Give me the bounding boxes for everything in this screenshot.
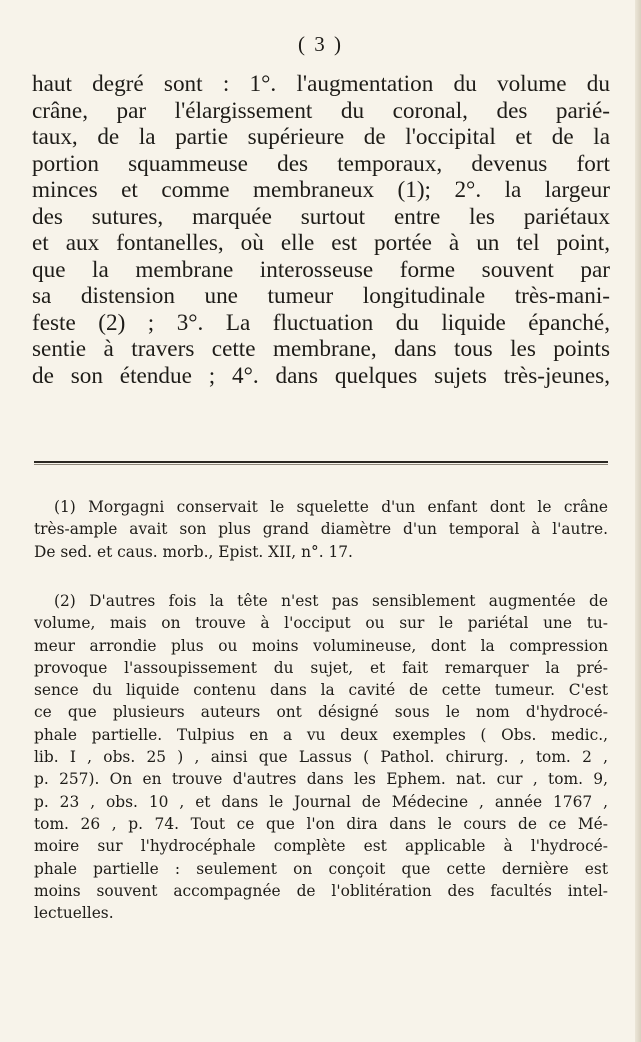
footnote-line: meur arrondie plus ou moins volumineuse, dont la compression bbox=[34, 636, 608, 655]
main-text-block bbox=[32, 71, 610, 389]
main-text-line: minces et comme membraneux (1); 2°. la largeur bbox=[32, 177, 610, 203]
footnote-line: (1) Morgagni conservait le squelette d'un enfant dont le crâne bbox=[54, 498, 608, 516]
footnote-2 bbox=[34, 590, 608, 924]
footnote-line: p. 257). On en trouve d'autres dans les Ephem. nat. cur , tom. 9, bbox=[34, 770, 608, 789]
footnote-line: lib. I , obs. 25 ) , ainsi que Lassus ( Pathol. chirurg. , tom. 2 , bbox=[34, 748, 608, 767]
main-text-line: que la membrane interosseuse forme souvent par bbox=[32, 256, 610, 283]
main-text-line: de son étendue ; 4°. dans quelques sujets très-jeunes, bbox=[32, 362, 610, 389]
main-text-line: et aux fontanelles, où elle est portée à un tel point, bbox=[32, 230, 610, 256]
main-text-line: feste (2) ; 3°. La fluctuation du liquide épanché, bbox=[32, 309, 610, 336]
main-text-line: portion squammeuse des temporaux, devenus fort bbox=[32, 150, 610, 177]
footnote-line: (2) D'autres fois la tête n'est pas sensiblement augmentée de bbox=[54, 592, 608, 610]
main-text-line: crâne, par l'élargissement du coronal, des parié- bbox=[32, 97, 610, 124]
footnote-line: lectuelles. bbox=[34, 904, 114, 923]
footnote-line: moire sur l'hydrocéphale complète est applicable à l'hydrocé- bbox=[34, 837, 608, 856]
footnote-line: sence du liquide contenu dans la cavité de cette tumeur. C'est bbox=[34, 681, 608, 700]
page-number: ( 3 ) bbox=[298, 32, 343, 56]
footnote-line: très-ample avait son plus grand diamètre d'un temporal à l'autre. bbox=[34, 520, 608, 539]
main-text-line: sentie à travers cette membrane, dans tous les points bbox=[32, 336, 610, 362]
footnote-line: p. 23 , obs. 10 , et dans le Journal de Médecine , année 1767 , bbox=[34, 792, 608, 811]
footnote-line: De sed. et caus. morb., Epist. XII, n°. 17. bbox=[34, 542, 353, 561]
main-text-line: des sutures, marquée surtout entre les pariétaux bbox=[32, 203, 610, 230]
main-text-line: sa distension une tumeur longitudinale très-mani- bbox=[32, 283, 610, 309]
page-edge bbox=[635, 0, 641, 1042]
footnote-1 bbox=[34, 496, 608, 563]
footnote-line: volume, mais on trouve à l'occiput ou sur le pariétal une tu- bbox=[34, 614, 608, 633]
footnote-separator-rule bbox=[34, 461, 608, 463]
footnote-line: phale partielle. Tulpius en a vu deux exemples ( Obs. medic., bbox=[34, 725, 608, 744]
footnote-line: phale partielle : seulement on conçoit que cette dernière est bbox=[34, 859, 608, 878]
main-text-line: taux, de la partie supérieure de l'occipital et de la bbox=[32, 124, 610, 150]
footnote-line: moins souvent accompagnée de l'oblitération des facultés intel- bbox=[34, 881, 608, 900]
main-text-line: haut degré sont : 1°. l'augmentation du volume du bbox=[32, 71, 610, 97]
footnote-line: ce que plusieurs auteurs ont désigné sous le nom d'hydrocé- bbox=[34, 703, 608, 722]
footnote-line: tom. 26 , p. 74. Tout ce que l'on dira dans le cours de ce Mé- bbox=[34, 814, 608, 833]
footnote-line: provoque l'assoupissement du sujet, et fait remarquer la pré- bbox=[34, 658, 608, 677]
